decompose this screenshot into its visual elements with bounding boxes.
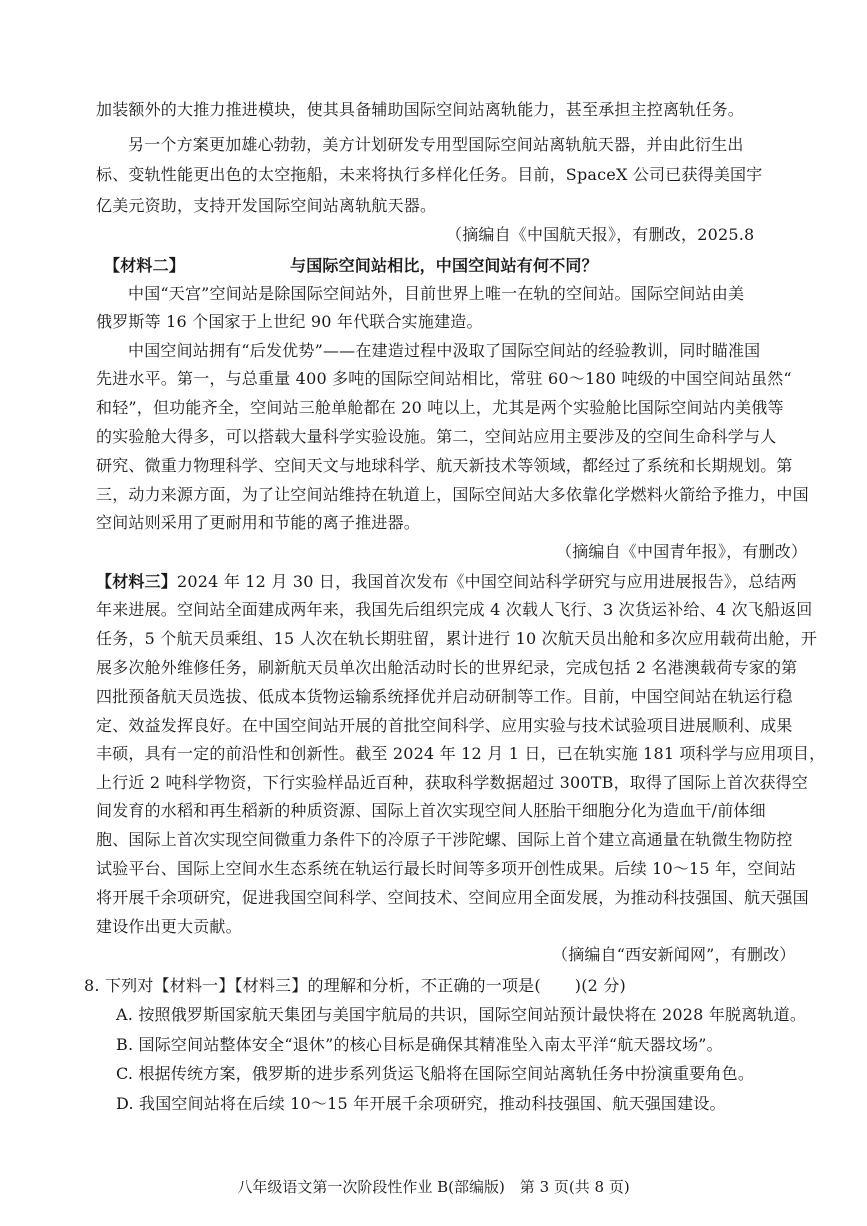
material3-line-2: 年来进展。空间站全面建成两年来，我国先后组织完成 4 次载人飞行、3 次货运补给、4 次飞船返回 — [96, 600, 813, 619]
material2-line-1: 中国“天宫”空间站是除国际空间站外，目前世界上唯一在轨的空间站。国际空间站由美 — [128, 284, 745, 303]
material3-line-3: 任务，5 个航天员乘组、15 人次在轨长期驻留，累计进行 10 次航天员出舱和多次应用载荷出舱，开 — [96, 629, 818, 648]
question-8-stem-text: 8. 下列对【材料一】【材料三】的理解和分析，不正确的一项是( — [84, 976, 541, 995]
material3-line-11: 试验平台、国际上空间水生态系统在轨运行最长时间等多项开创性成果。后续 10～15 年，空间站 — [96, 859, 797, 878]
material2-line-9: 空间站则采用了更耐用和节能的离子推进器。 — [96, 513, 421, 532]
material3-line-6: 定、效益发挥良好。在中国空间站开展的首批空间科学、应用实验与技术试验项目进展顺利、成果 — [96, 716, 793, 735]
page-footer: 八年级语文第一次阶段性作业 B(部编版) 第 3 页(共 8 页) — [237, 1178, 630, 1196]
material3-first-line — [96, 571, 797, 593]
material3-line-12: 将开展千余项研究，促进我国空间科学、空间技术、空间应用全面发展，为推动科技强国、航天强国 — [96, 888, 809, 907]
material2-line-6: 的实验舱大得多，可以搭载大量科学实验设施。第二，空间站应用主要涉及的空间生命科学与人 — [96, 427, 777, 446]
option-b: B. 国际空间站整体安全“退休”的核心目标是确保其精准坠入南太平洋“航天器坟场”。 — [116, 1035, 723, 1054]
material3-line-8: 上行近 2 吨科学物资，下行实验样品近百种，获取科学数据超过 300TB，取得了国际上首次获得空 — [96, 773, 809, 792]
material3-line-9: 间发育的水稻和再生稻新的种质资源、国际上首次实现空间人胚胎干细胞分化为造血干/前体细 — [96, 801, 766, 820]
material2-line-2: 俄罗斯等 16 个国家于上世纪 90 年代联合实施建造。 — [96, 312, 483, 331]
question-8-points: )(2 分) — [574, 976, 626, 995]
material3-line-7: 丰硕，具有一定的前沿性和创新性。截至 2024 年 12 月 1 日，已在轨实施 181 项科学与应用项目， — [96, 744, 826, 763]
material2-line-7: 研究、微重力物理科学、空间天文与地球科学、航天新技术等领域，都经过了系统和长期规划。第 — [96, 456, 793, 475]
question-8-stem — [84, 975, 626, 997]
option-a: A. 按照俄罗斯国家航天集团与美国宇航局的共识，国际空间站预计最快将在 2028 年脱离轨道。 — [116, 1005, 807, 1024]
material3-line-10: 胞、国际上首次实现空间微重力条件下的冷原子干涉陀螺、国际上首个建立高通量在轨微生物防控 — [96, 830, 793, 849]
material3-label: 【材料三】 — [96, 572, 178, 591]
material2-heading: 与国际空间站相比，中国空间站有何不同？ — [290, 256, 598, 275]
material2-line-4: 先进水平。第一，与总重量 400 多吨的国际空间站相比，常驻 60～180 吨级的中国空间站虽然“ — [96, 369, 792, 388]
material3-line-5: 四批预备航天员选拔、低成本货物运输系统择优并启动研制等工作。目前，中国空间站在轨运行稳 — [96, 687, 793, 706]
material1-line-3: 标、变轨性能更出色的太空拖船，未来将执行多样化任务。目前，SpaceX 公司已获得美国宇 — [96, 165, 763, 184]
option-d: D. 我国空间站将在后续 10～15 年开展千余项研究，推动科技强国、航天强国建设。 — [116, 1094, 726, 1113]
material1-line-2: 另一个方案更加雄心勃勃，美方计划研发专用型国际空间站离轨航天器，并由此衍生出 — [128, 135, 744, 154]
material2-line-3: 中国空间站拥有“后发优势”——在建造过程中汲取了国际空间站的经验教训，同时瞄准国 — [128, 341, 761, 360]
material2-line-5: 和轻”，但功能齐全，空间站三舱单舱都在 20 吨以上，尤其是两个实验舱比国际空间站内美俄等 — [96, 398, 784, 417]
material1-line-4: 亿美元资助，支持开发国际空间站离轨航天器。 — [96, 196, 437, 215]
material2-label: 【材料二】 — [104, 256, 186, 275]
option-c: C. 根据传统方案，俄罗斯的进步系列货运飞船将在国际空间站离轨任务中扮演重要角色。 — [116, 1064, 755, 1083]
material1-source: （摘编自《中国航天报》，有删改，2025.8 — [446, 225, 755, 244]
material1-line-1: 加装额外的大推力推进模块，使其具备辅助国际空间站离轨能力，甚至承担主控离轨任务。 — [96, 100, 745, 119]
material3-line-4: 展多次舱外维修任务，刷新航天员单次出舱活动时长的世界纪录，完成包括 2 名港澳载荷专家的第 — [96, 658, 798, 677]
material3-line-1: 2024 年 12 月 30 日，我国首次发布《中国空间站科学研究与应用进展报告》，总结两 — [177, 572, 797, 591]
material2-line-8: 三，动力来源方面，为了让空间站维持在轨道上，国际空间站大多依靠化学燃料火箭给予推力，中国 — [96, 485, 809, 504]
material2-source: （摘编自《中国青年报》，有删改） — [556, 542, 808, 561]
material3-line-13: 建设作出更大贡献。 — [96, 917, 242, 936]
material3-source: （摘编自“西安新闻网”，有删改） — [552, 945, 796, 964]
